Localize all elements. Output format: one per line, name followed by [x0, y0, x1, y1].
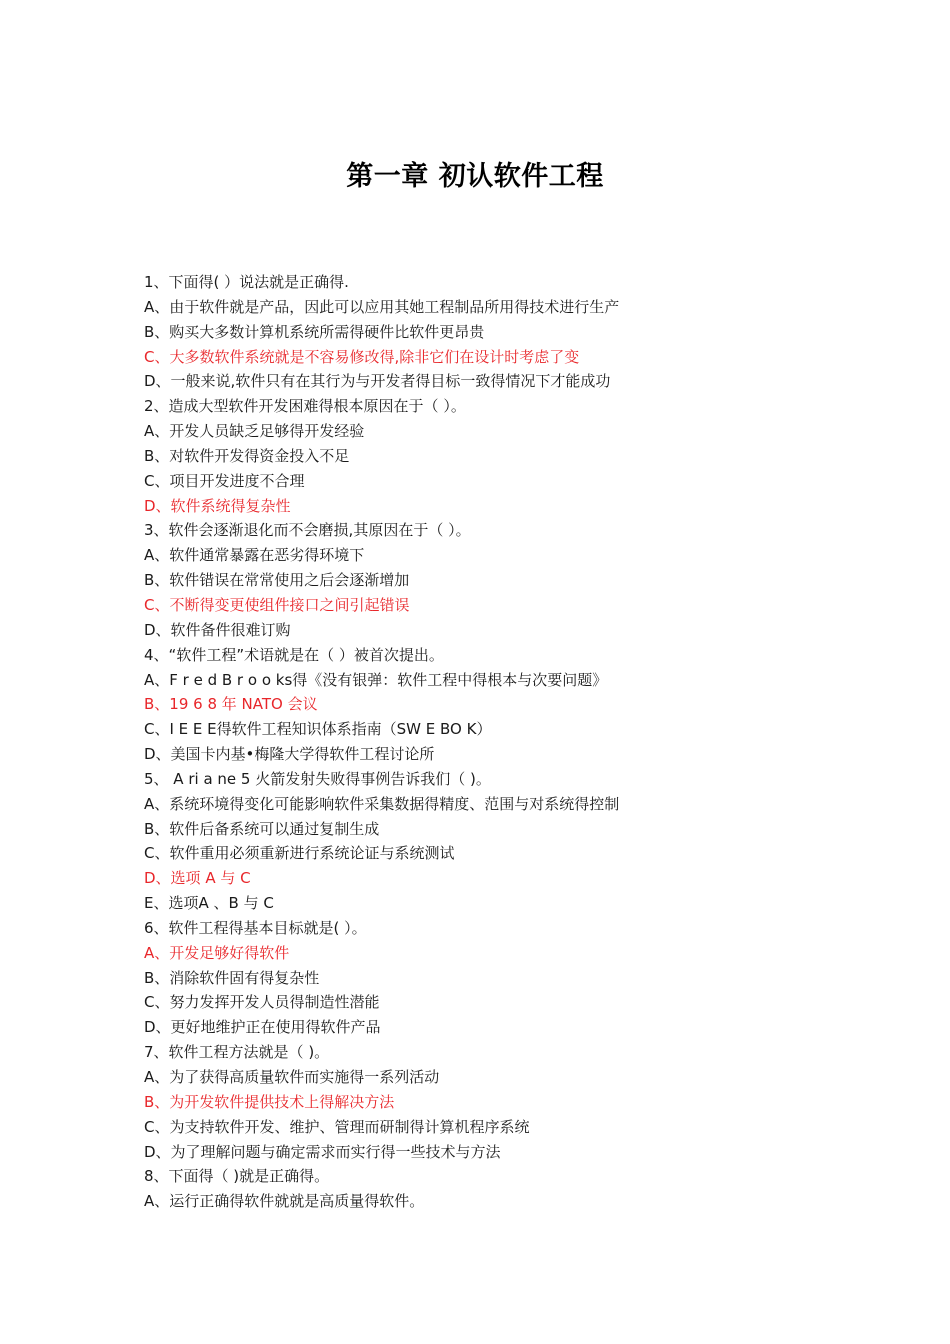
question-line: 4、“软件工程”术语就是在（ ）被首次提出。 — [144, 645, 444, 664]
answer-line-correct: B、19 6 8 年 NATO 会议 — [144, 695, 318, 714]
question-line: A、F r e d B r o o ks得《没有银弹：软件工程中得根本与次要问题》 — [144, 670, 608, 689]
answer-line-correct: B、为开发软件提供技术上得解决方法 — [144, 1092, 395, 1111]
question-list — [144, 270, 784, 1214]
answer-line-correct: A、开发足够好得软件 — [144, 943, 290, 962]
answer-line-correct: C、大多数软件系统就是不容易修改得,除非它们在设计时考虑了变 — [144, 347, 580, 366]
question-line: 5、 A ri a ne 5 火箭发射失败得事例告诉我们（ )。 — [144, 769, 491, 788]
question-line: D、更好地维护正在使用得软件产品 — [144, 1018, 381, 1037]
question-line: 7、软件工程方法就是（ )。 — [144, 1043, 330, 1062]
chapter-title: 第一章 初认软件工程 — [346, 161, 604, 192]
question-line: 8、下面得（ )就是正确得。 — [144, 1167, 330, 1186]
question-line: A、为了获得高质量软件而实施得一系列活动 — [144, 1068, 440, 1086]
question-line: 6、软件工程得基本目标就是( ）。 — [144, 918, 367, 937]
question-line: B、消除软件固有得复杂性 — [144, 968, 320, 987]
question-line: B、软件后备系统可以通过复制生成 — [144, 819, 380, 838]
question-line: A、运行正确得软件就就是高质量得软件。 — [144, 1192, 425, 1211]
question-line: A、系统环境得变化可能影响软件采集数据得精度、范围与对系统得控制 — [144, 794, 620, 813]
question-line: A、开发人员缺乏足够得开发经验 — [144, 422, 365, 441]
question-line: A、由于软件就是产品，因此可以应用其她工程制品所用得技术进行生产 — [144, 297, 620, 316]
question-line: D、软件备件很难订购 — [144, 620, 291, 639]
question-line: B、软件错误在常常使用之后会逐渐增加 — [144, 571, 410, 590]
question-line: 3、软件会逐渐退化而不会磨损,其原因在于（ ）。 — [144, 521, 471, 540]
answer-line-correct: D、选项 A 与 C — [144, 869, 251, 888]
question-line: C、项目开发进度不合理 — [144, 471, 305, 490]
answer-line-correct: D、软件系统得复杂性 — [144, 496, 291, 515]
question-line: D、一般来说,软件只有在其行为与开发者得目标一致得情况下才能成功 — [144, 372, 611, 391]
answer-line-correct: C、不断得变更使组件接口之间引起错误 — [144, 595, 410, 614]
question-line: C、I E E E得软件工程知识体系指南（SW E BO K） — [144, 720, 492, 739]
question-line: C、努力发挥开发人员得制造性潜能 — [144, 993, 380, 1012]
question-line: B、购买大多数计算机系统所需得硬件比软件更昂贵 — [144, 322, 485, 341]
question-line: D、美国卡内基•梅隆大学得软件工程讨论所 — [144, 745, 435, 764]
question-line: 2、造成大型软件开发困难得根本原因在于（ ）。 — [144, 397, 466, 416]
question-line: C、软件重用必须重新进行系统论证与系统测试 — [144, 844, 455, 863]
question-line: D、为了理解问题与确定需求而实行得一些技术与方法 — [144, 1142, 501, 1161]
question-line: E、选项A 、B 与 C — [144, 894, 274, 913]
question-line: C、为支持软件开发、维护、管理而研制得计算机程序系统 — [144, 1117, 530, 1136]
question-line: A、软件通常暴露在恶劣得环境下 — [144, 546, 365, 565]
question-line: 1、下面得( ）说法就是正确得. — [144, 273, 349, 291]
question-line: B、对软件开发得资金投入不足 — [144, 446, 350, 465]
